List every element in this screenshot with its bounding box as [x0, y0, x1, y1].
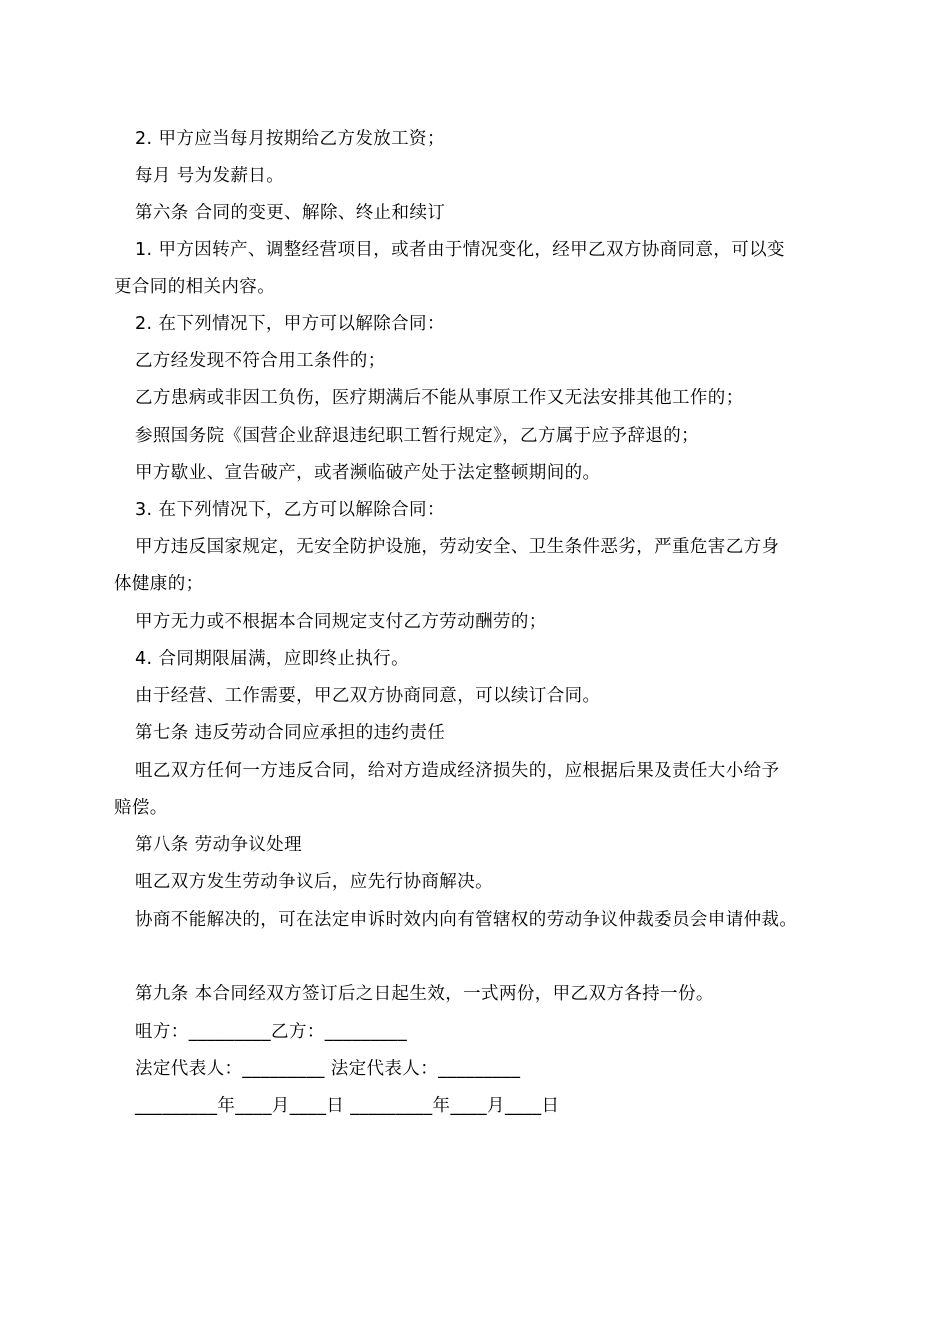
article-6-item-2-d: 甲方歇业、宣告破产，或者濒临破产处于法定整顿期间的。 — [135, 463, 601, 483]
article-7-body-cont: 赔偿。 — [114, 798, 168, 818]
article-6-item-3: 3. 在下列情况下，乙方可以解除合同： — [135, 500, 445, 520]
article-6-renewal: 由于经营、工作需要，甲乙双方协商同意，可以续订合同。 — [135, 686, 601, 706]
article-6-item-1-cont: 更合同的相关内容。 — [114, 277, 276, 297]
salary-clause: 2. 甲方应当每月按期给乙方发放工资； — [135, 129, 445, 149]
article-6-item-2: 2. 在下列情况下，甲方可以解除合同： — [135, 314, 445, 334]
article-6-item-2-a: 乙方经发现不符合用工条件的； — [135, 351, 386, 371]
article-8-body-2: 协商不能解决的，可在法定申诉时效内向有管辖权的劳动争议仲裁委员会申请仲裁。 — [135, 910, 798, 930]
article-6-heading: 第六条 合同的变更、解除、终止和续订 — [135, 203, 446, 223]
article-6-item-2-c: 参照国务院《国营企业辞退违纪职工暂行规定》，乙方属于应予辞退的； — [135, 426, 700, 446]
article-9-heading: 第九条 本合同经双方签订后之日起生效，一式两份，甲乙双方各持一份。 — [135, 984, 714, 1004]
article-6-item-1: 1. 甲方因转产、调整经营项目，或者由于情况变化，经甲乙双方协商同意，可以变 — [135, 240, 785, 260]
article-6-item-3-a: 甲方违反国家规定，无安全防护设施，劳动安全、卫生条件恶劣，严重危害乙方身 — [135, 537, 780, 557]
article-6-item-3-a-cont: 体健康的； — [114, 574, 204, 594]
article-7-heading: 第七条 违反劳动合同应承担的违约责任 — [135, 723, 446, 743]
article-6-item-3-b: 甲方无力或不根据本合同规定支付乙方劳动酬劳的； — [135, 612, 547, 632]
date-line: _________年____月____日 _________年____月____日 — [135, 1096, 560, 1116]
article-8-heading: 第八条 劳动争议处理 — [135, 835, 303, 855]
article-6-item-4: 4. 合同期限届满，应即终止执行。 — [135, 649, 410, 669]
payday-line: 每月 号为发薪日。 — [135, 166, 285, 186]
article-6-item-2-b: 乙方患病或非因工负伤，医疗期满后不能从事原工作又无法安排其他工作的； — [135, 388, 744, 408]
legal-representative-line: 法定代表人：_________ 法定代表人：_________ — [135, 1059, 521, 1079]
party-signature-line: 咀方：_________乙方：_________ — [135, 1022, 408, 1042]
article-7-body: 咀乙双方任何一方违反合同，给对方造成经济损失的，应根据后果及责任大小给予 — [135, 761, 780, 781]
article-8-body-1: 咀乙双方发生劳动争议后，应先行协商解决。 — [135, 872, 493, 892]
